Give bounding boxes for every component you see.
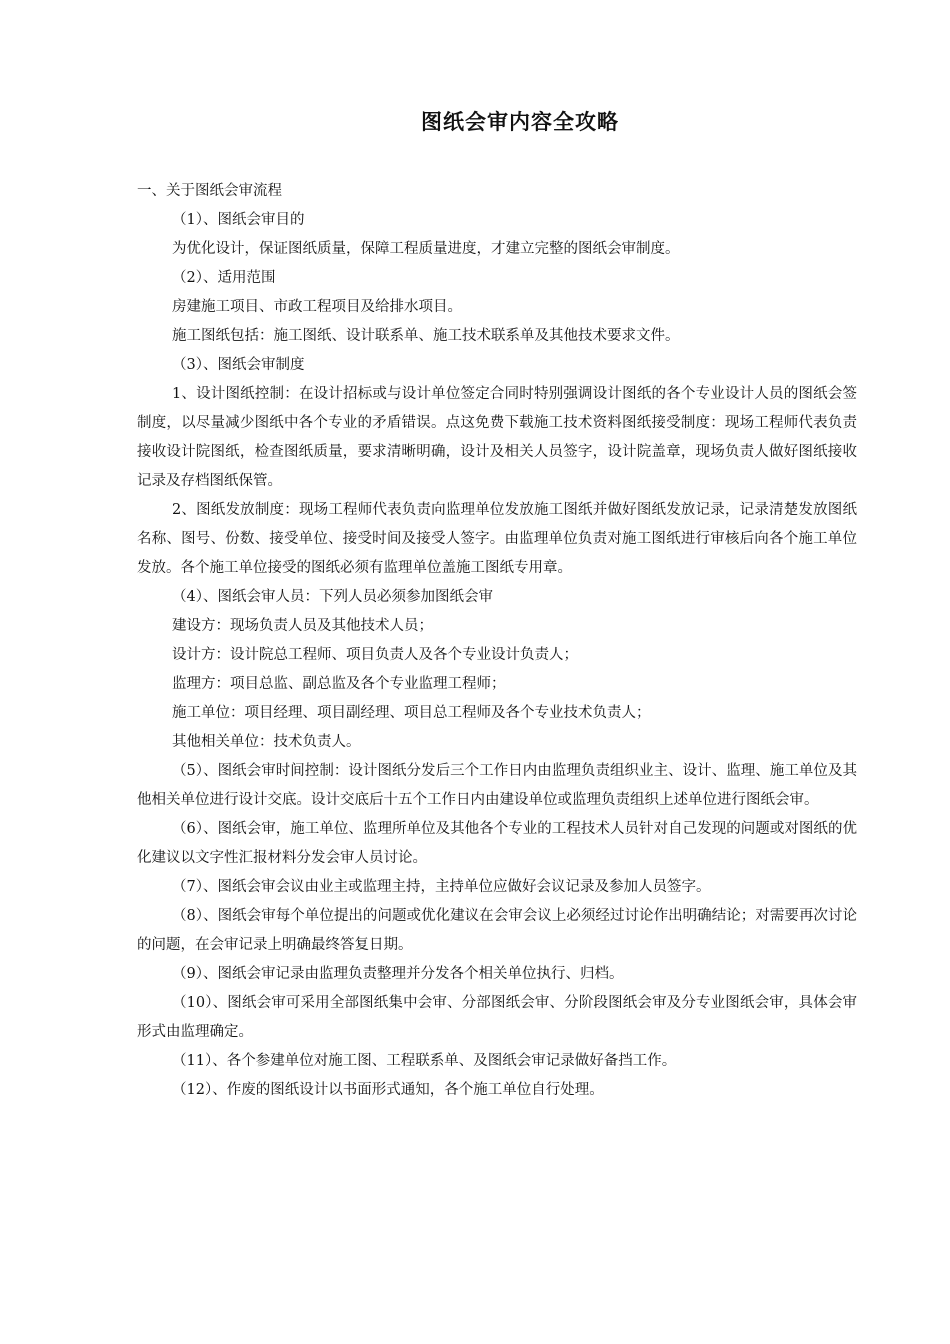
paragraph: 1、设计图纸控制：在设计招标或与设计单位签定合同时特别强调设计图纸的各个专业设计人员的图纸会签制度，以尽量减少图纸中各个专业的矛盾错误。点这免费下载施工技术资料图纸接受制度：现场工程师代表负责接收设计院图纸，检查图纸质量，要求清晰明确，设计及相关人员签字，设计院盖章，现场负责人做好图纸接收记录及存档图纸保管。 [137, 386, 857, 489]
paragraph: （10）、图纸会审可采用全部图纸集中会审、分部图纸会审、分阶段图纸会审及分专业图纸会审，具体会审形式由监理确定。 [137, 995, 857, 1040]
paragraph: 施工单位：项目经理、项目副经理、项目总工程师及各个专业技术负责人； [172, 705, 651, 721]
paragraph: （6）、图纸会审，施工单位、监理所单位及其他各个专业的工程技术人员针对自己发现的问题或对图纸的优化建议以文字性汇报材料分发会审人员讨论。 [137, 821, 857, 866]
paragraph: 施工图纸包括：施工图纸、设计联系单、施工技术联系单及其他技术要求文件。 [172, 328, 680, 344]
paragraph: （12）、作废的图纸设计以书面形式通知，各个施工单位自行处理。 [172, 1082, 604, 1098]
paragraph: （8）、图纸会审每个单位提出的问题或优化建议在会审会议上必须经过讨论作出明确结论；对需要再次讨论的问题，在会审记录上明确最终答复日期。 [137, 908, 857, 953]
paragraph: 一、关于图纸会审流程 [137, 183, 282, 199]
paragraph: （2）、适用范围 [172, 270, 276, 286]
paragraph: （4）、图纸会审人员：下列人员必须参加图纸会审 [172, 589, 493, 605]
paragraph: 房建施工项目、市政工程项目及给排水项目。 [172, 299, 462, 315]
paragraph: （5）、图纸会审时间控制：设计图纸分发后三个工作日内由监理负责组织业主、设计、监理、施工单位及其他相关单位进行设计交底。设计交底后十五个工作日内由建设单位或监理负责组织上述单位进行图纸会审。 [137, 763, 857, 808]
paragraph: （3）、图纸会审制度 [172, 357, 305, 373]
paragraph: 2、图纸发放制度：现场工程师代表负责向监理单位发放施工图纸并做好图纸发放记录，记录清楚发放图纸名称、图号、份数、接受单位、接受时间及接受人签字。由监理单位负责对施工图纸进行审核后向各个施工单位发放。各个施工单位接受的图纸必须有监理单位盖施工图纸专用章。 [137, 502, 857, 576]
document-title: 图纸会审内容全攻略 [421, 110, 619, 134]
paragraph: 建设方：现场负责人员及其他技术人员； [172, 618, 433, 634]
paragraph: 设计方：设计院总工程师、项目负责人及各个专业设计负责人； [172, 647, 578, 663]
paragraph: （7）、图纸会审会议由业主或监理主持，主持单位应做好会议记录及参加人员签字。 [172, 879, 711, 895]
paragraph: （11）、各个参建单位对施工图、工程联系单、及图纸会审记录做好备挡工作。 [172, 1053, 677, 1069]
paragraph: 为优化设计，保证图纸质量，保障工程质量进度，才建立完整的图纸会审制度。 [172, 241, 680, 257]
paragraph: （1）、图纸会审目的 [172, 212, 305, 228]
document-body [137, 177, 857, 1105]
paragraph: 其他相关单位：技术负责人。 [172, 734, 361, 750]
paragraph: （9）、图纸会审记录由监理负责整理并分发各个相关单位执行、归档。 [172, 966, 624, 982]
paragraph: 监理方：项目总监、副总监及各个专业监理工程师； [172, 676, 506, 692]
